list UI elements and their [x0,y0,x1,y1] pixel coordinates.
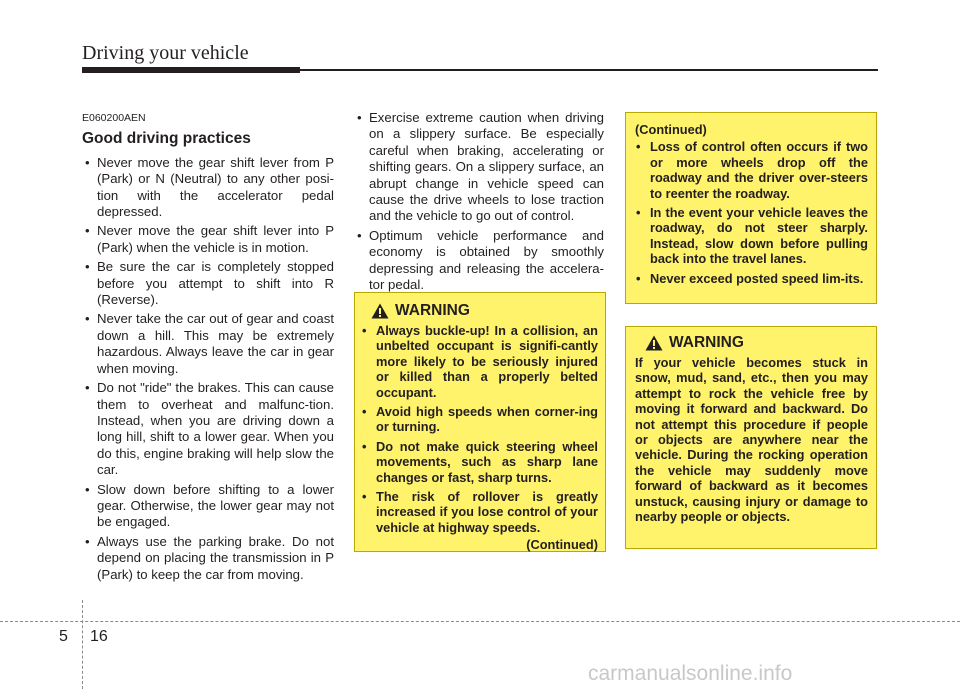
list-item: • In the event your vehicle leaves the roadway, do not steer sharply. Instead, slow down before pulling back into the travel lanes. [635,205,868,267]
list-item: • Avoid high speeds when corner-ing or turning. [361,404,598,435]
column-middle [354,110,604,296]
page-number: 16 [90,628,108,645]
watermark: carmanualsonline.info [588,662,793,685]
list-item: • Loss of control often occurs if two or more wheels drop off the roadway and the driver over-steers to reenter the roadway. [635,139,868,201]
header-bar [82,67,300,73]
warning-list [361,323,598,535]
warning-box-stuck-vehicle [625,326,877,549]
footer-rule [0,621,960,622]
warning-title: WARNING [669,334,744,352]
warning-title: WARNING [395,302,470,320]
chapter-number: 5 [59,628,68,645]
warning-box-seatbelt [354,292,606,552]
list-item: • Be sure the car is completely stopped before you attempt to shift into R (Reverse). [82,259,334,308]
column-left [82,110,334,586]
warning-triangle-icon [371,303,389,319]
list-item: • The risk of rollover is greatly increased if you lose control of your vehicle at highway speeds. [361,489,598,535]
list-item: • Do not "ride" the brakes. This can cause them to overheat and malfunc-tion. Instead, when you are driving down a long hill, shift to a lower gear. When you do this, engine braking will help slow the car. [82,380,334,478]
list-item: • Always use the parking brake. Do not depend on placing the transmission in P (Park) to keep the car from moving. [82,534,334,583]
warning-body: If your vehicle becomes stuck in snow, mud, sand, etc., then you may attempt to rock the vehicle free by moving it forward and backward. Do not attempt this procedure if people or objects are anywhere near the vehicle. During the rocking operation the vehicle may suddenly move forward of backward as it becomes unstuck, causing injury or damage to nearby people or objects. [635,355,868,525]
list-item: • Never move the gear shift lever into P (Park) when the vehicle is in motion. [82,223,334,256]
warning-box-continued [625,112,877,304]
header-rule [300,69,878,71]
continued-label: (Continued) [526,537,598,553]
list-item: • Never exceed posted speed lim-its. [635,271,868,286]
practices-list-left [82,155,334,583]
section-title: Good driving practices [82,130,251,148]
list-item: • Never move the gear shift lever from P (Park) or N (Neutral) to any other posi-tion with the accelerator pedal depressed. [82,155,334,221]
warning-triangle-icon [645,335,663,351]
continued-label: (Continued) [635,122,707,137]
list-item: • Slow down before shifting to a lower gear. Otherwise, the lower gear may not be engaged. [82,482,334,531]
warning-heading [371,303,598,319]
warning-list [635,139,868,286]
practices-list-middle [354,110,604,293]
list-item: • Do not make quick steering wheel movements, such as sharp lane changes or fast, sharp turns. [361,439,598,485]
list-item: • Always buckle-up! In a collision, an unbelted occupant is signifi-cantly more likely to be seriously injured or killed than a properly belted occupant. [361,323,598,400]
page-header-title: Driving your vehicle [82,42,249,64]
list-item: • Exercise extreme caution when driving on a slippery surface. Be especially careful when braking, accelerating or shifting gears. On a slippery surface, an abrupt change in vehicle speed can cause the drive wheels to lose traction and the vehicle to go out of control. [354,110,604,225]
list-item: • Never take the car out of gear and coast down a hill. This may be extremely hazardous. Always leave the car in gear when moving. [82,311,334,377]
list-item: • Optimum vehicle performance and economy is obtained by smoothly depressing and releasing the accelera-tor pedal. [354,228,604,294]
section-code: E060200AEN [82,112,146,124]
warning-heading [645,335,868,351]
footer-divider [82,600,83,689]
